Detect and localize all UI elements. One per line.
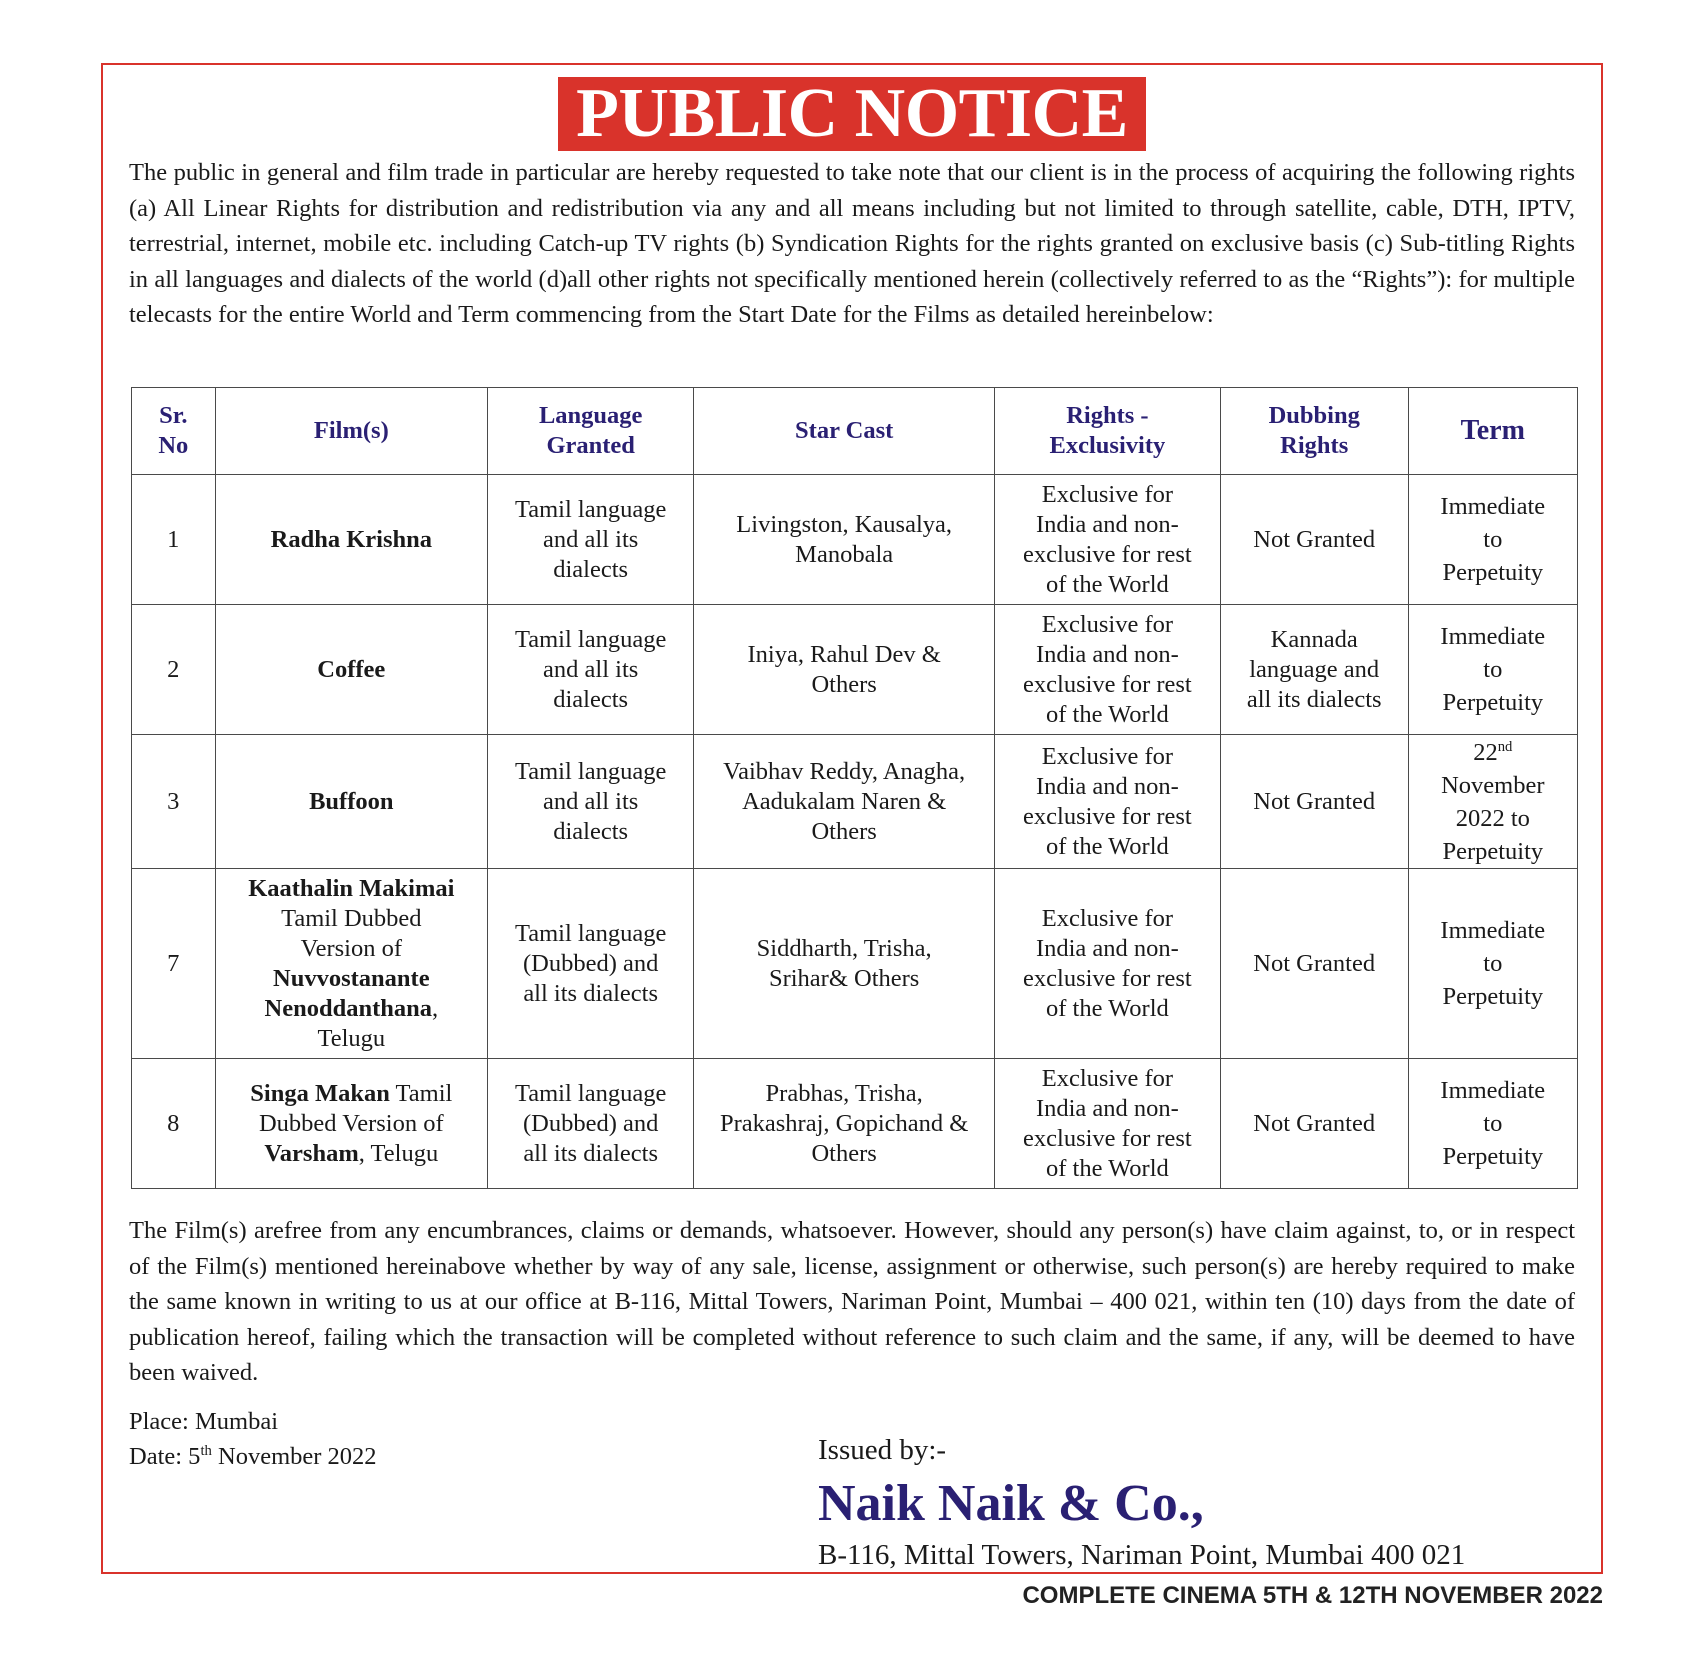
cell-dubbing: Not Granted [1220, 1059, 1408, 1189]
cell-film: Coffee [215, 605, 487, 735]
notice-title: PUBLIC NOTICE [558, 77, 1146, 151]
table-row [132, 605, 1578, 735]
cell-sr: 2 [132, 605, 216, 735]
cell-term: 22nd November 2022 to Perpetuity [1408, 735, 1577, 869]
firm-name: Naik Naik & Co., [818, 1475, 1204, 1532]
cell-term: Immediate to Perpetuity [1408, 475, 1577, 605]
cell-language: Tamil language and all its dialects [488, 605, 694, 735]
place-date-block [129, 1404, 377, 1474]
cell-dubbing: Not Granted [1220, 475, 1408, 605]
closing-paragraph: The Film(s) arefree from any encumbrances, claims or demands, whatsoever. However, should any person(s) have claim against, to, or in respect of the Film(s) mentioned hereinabove whether by way of any sale, license, assignment or otherwise, such person(s) are hereby required to make the same known in writing to us at our office at B-116, Mittal Towers, Nariman Point, Mumbai – 400 021, within ten (10) days from the date of publication hereof, failing which the transaction will be completed without reference to such claim and the same, if any, will be deemed to have been waived. [129, 1217, 1575, 1386]
header-dubbing: Dubbing Rights [1220, 388, 1408, 475]
cell-dubbing: Kannada language and all its dialects [1220, 605, 1408, 735]
intro-paragraph: The public in general and film trade in particular are hereby requested to take note that our client is in the process of acquiring the following rights (a) All Linear Rights for distribution and redistribution via any and all means including but not limited to through satellite, cable, DTH, IPTV, terrestrial, internet, mobile etc. including Catch-up TV rights (b) Syndication Rights for the rights granted on exclusive basis (c) Sub-titling Rights in all languages and dialects of the world (d)all other rights not specifically mentioned herein (collectively referred to as the “Rights”): for multiple telecasts for the entire World and Term commencing from the Start Date for the Films as detailed hereinbelow: [129, 159, 1575, 328]
table-row [132, 475, 1578, 605]
table-row [132, 1059, 1578, 1189]
header-films: Film(s) [215, 388, 487, 475]
table-header-row [132, 388, 1578, 475]
cell-sr: 7 [132, 869, 216, 1059]
cell-rights: Exclusive for India and non- exclusive for rest of the World [995, 475, 1221, 605]
cell-cast: Prabhas, Trisha, Prakashraj, Gopichand & Others [694, 1059, 995, 1189]
table-row [132, 869, 1578, 1059]
header-term: Term [1408, 388, 1577, 475]
publication-footer: COMPLETE CINEMA 5TH & 12TH NOVEMBER 2022 [1022, 1582, 1603, 1609]
cell-dubbing: Not Granted [1220, 735, 1408, 869]
cell-term: Immediate to Perpetuity [1408, 869, 1577, 1059]
date-line: Date: 5th November 2022 [129, 1442, 377, 1470]
issuer-block [818, 1431, 1465, 1575]
cell-film: Kaathalin Makimai Tamil Dubbed Version of Nuvvostanante Nenoddanthana, Telugu [215, 869, 487, 1059]
cell-film: Radha Krishna [215, 475, 487, 605]
title-wrap [103, 77, 1601, 151]
cell-term: Immediate to Perpetuity [1408, 1059, 1577, 1189]
films-table [131, 387, 1578, 1189]
cell-cast: Livingston, Kausalya, Manobala [694, 475, 995, 605]
notice-frame [101, 63, 1603, 1574]
header-star-cast: Star Cast [694, 388, 995, 475]
cell-language: Tamil language and all its dialects [488, 735, 694, 869]
cell-rights: Exclusive for India and non- exclusive for rest of the World [995, 869, 1221, 1059]
cell-sr: 8 [132, 1059, 216, 1189]
cell-language: Tamil language and all its dialects [488, 475, 694, 605]
header-language: Language Granted [488, 388, 694, 475]
cell-rights: Exclusive for India and non- exclusive for rest of the World [995, 735, 1221, 869]
header-rights: Rights - Exclusivity [995, 388, 1221, 475]
table-row [132, 735, 1578, 869]
cell-film: Buffoon [215, 735, 487, 869]
firm-address: B-116, Mittal Towers, Nariman Point, Mumbai 400 021 [818, 1539, 1466, 1571]
cell-dubbing: Not Granted [1220, 869, 1408, 1059]
place-line: Place: Mumbai [129, 1408, 279, 1435]
issued-by-label: Issued by:- [818, 1434, 947, 1466]
cell-term: Immediate to Perpetuity [1408, 605, 1577, 735]
header-sr-no: Sr. No [132, 388, 216, 475]
cell-cast: Iniya, Rahul Dev & Others [694, 605, 995, 735]
cell-rights: Exclusive for India and non- exclusive for rest of the World [995, 605, 1221, 735]
cell-cast: Siddharth, Trisha, Srihar& Others [694, 869, 995, 1059]
cell-language: Tamil language (Dubbed) and all its dialects [488, 869, 694, 1059]
cell-film: Singa Makan Tamil Dubbed Version of Varsham, Telugu [215, 1059, 487, 1189]
cell-language: Tamil language (Dubbed) and all its dialects [488, 1059, 694, 1189]
cell-sr: 1 [132, 475, 216, 605]
cell-cast: Vaibhav Reddy, Anagha, Aadukalam Naren & Others [694, 735, 995, 869]
cell-sr: 3 [132, 735, 216, 869]
cell-rights: Exclusive for India and non- exclusive for rest of the World [995, 1059, 1221, 1189]
